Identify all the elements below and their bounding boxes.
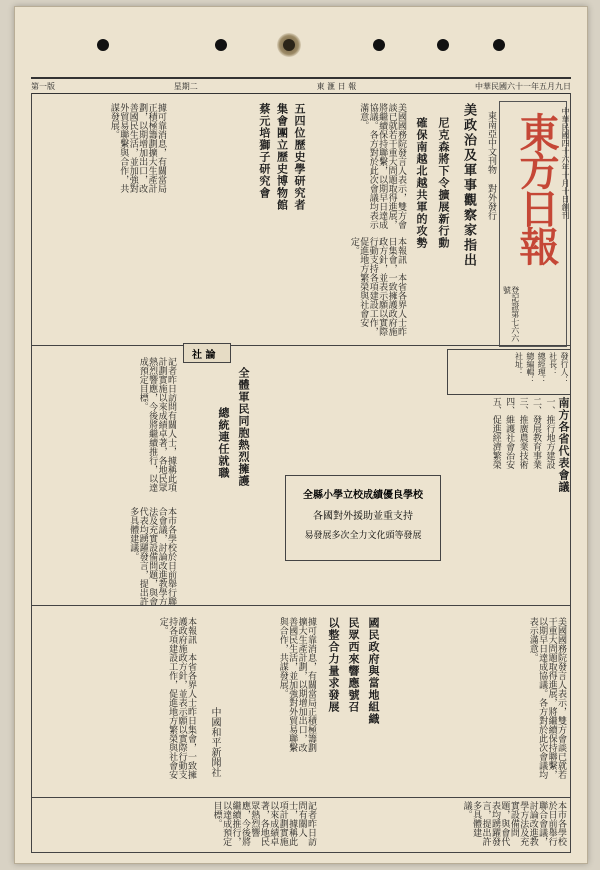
lead-deck: 確保南越北越共軍的攻勢 [415,117,428,249]
sidebar-item: 一、推行地方建設 [544,397,555,469]
right-sidebar [445,397,569,597]
publisher-box [447,349,571,395]
rule [31,605,571,606]
masthead-founding-date: 中華民國四十六年十月十日創刊 [561,107,570,219]
article-body: 據可靠消息，有關當局正積極籌劃擴大生產計劃，以期增加出口，改善國民生活，並加強對外貿易聯繫與合作，共謀發展。 [277,617,316,752]
rule [31,345,571,346]
culture-line: 五四位歷史學研究者 [293,103,306,211]
publisher-field: 總經理： [537,352,547,384]
binder-hole [283,39,295,51]
publisher-field: 總編輯： [525,352,535,384]
article-body: 美國國務院發言人表示，雙方會談已就若干重大問題取得進展，將繼續保持聯繫，以期早日達成協議。各方對於此次會議均表示滿意。 [358,103,406,229]
publisher-field: 發行人： [560,352,569,384]
sidebar-item: 四、維護社會治安 [504,397,515,469]
lower-headline-c: 以整合力量求發展 [327,617,340,713]
article-body: 記者昨日訪問有關人士，據稱此項計劃實施以來成績卓著，各地民眾熱烈響應，今後將繼續推行，以達成預定目標。 [211,801,316,846]
article-body: 本報訊 本省各界人士昨日集會，一致擁護政府施政方針，並表示願以實際行動支持各項建設工作，促進地方繁榮與社會安定。 [157,617,196,779]
lead-subhead: 尼克森將下令擴展新行動 [437,117,450,249]
notice-subtitle: 各國對外援助並重支持 [313,511,413,522]
article-body: 本市各學校於日前舉行聯合會議，討論改進教學方法及充實設備問題，與會代表均踴躍發言，提出許多具體建議。 [461,801,566,846]
notice-tagline: 易發展多次全力文化頭等發展 [304,531,422,541]
lower-headline-b: 民眾西來響應號召 [347,617,360,713]
binder-hole [97,39,109,51]
center-notice [285,475,441,561]
article-body: 據可靠消息，有關當局正積極籌劃擴大生產計劃，以期增加出口，改善國民生活，並加強對外貿易聯繫與合作，共謀發展。 [108,103,166,193]
culture-line: 集會團立歷史博物館 [275,103,289,211]
masthead-side-label: 東南亞中文刊物 對外發行 [486,111,496,220]
article-body: 本市各學校於日前舉行聯合會議，討論改進教學方法及充實設備問題，與會代表均踴躍發言，提出許多具體建議。 [128,507,176,606]
issue-date: 中華民國六十一年五月九日 [474,81,571,91]
binder-hole [215,39,227,51]
binder-hole [437,39,449,51]
sidebar-item: 二、發展教育事業 [531,397,542,469]
sidebar-item: 三、推廣農業技術 [517,397,528,469]
sidebar-item: 五、促進經濟繁榮 [490,397,501,469]
binder-hole [373,39,385,51]
newspaper-sheet [14,6,588,864]
publisher-field: 社長： [548,352,558,376]
sidebar-headline: 南方各省代表會議 [557,397,570,493]
lead-headline: 美政治及軍事觀察家指出 [461,103,476,268]
weekday: 星期二 [173,81,198,91]
article-body: 記者昨日訪問有關人士，據稱此項計劃實施以來成績卓著，各地民眾熱烈響應，今後將繼續推行，以達成預定目標。 [137,357,176,492]
masthead-title: 東方日報 [513,112,560,264]
page-number: 第一版 [31,81,55,91]
paper-name: 東 滙 日 報 [316,81,357,91]
publisher-field: 社址： [514,352,524,376]
mid-deck: 總統連任就職 [217,407,230,479]
article-body: 本報訊 本省各界人士昨日集會，一致擁護政府施政方針，並表示願以實際行動支持各項建設工作，促進地方繁榮與社會安定。 [348,237,406,336]
editorial-label: 社 論 [192,350,216,361]
mid-headline: 全體軍民同胞熱烈擁護 [237,367,250,487]
masthead-registration: 登記證第七六六號 [502,286,520,342]
running-header [31,77,571,94]
binder-hole [493,39,505,51]
notice-title: 全縣小學立校成績優良學校 [303,490,423,501]
article-body: 美國國務院發言人表示，雙方會談已就若干重大問題取得進展，將繼續保持聯繫，以期早日達成協議。各方對於此次會議均表示滿意。 [527,617,566,779]
news-credit: 中國和平新聞社 [209,707,220,777]
culture-box [195,103,305,303]
culture-line: 蔡元培獅子研究會 [257,103,271,199]
rule [31,797,571,798]
lower-headline-a: 國民政府與當地組織 [367,617,380,725]
editorial-label-box [183,343,231,363]
